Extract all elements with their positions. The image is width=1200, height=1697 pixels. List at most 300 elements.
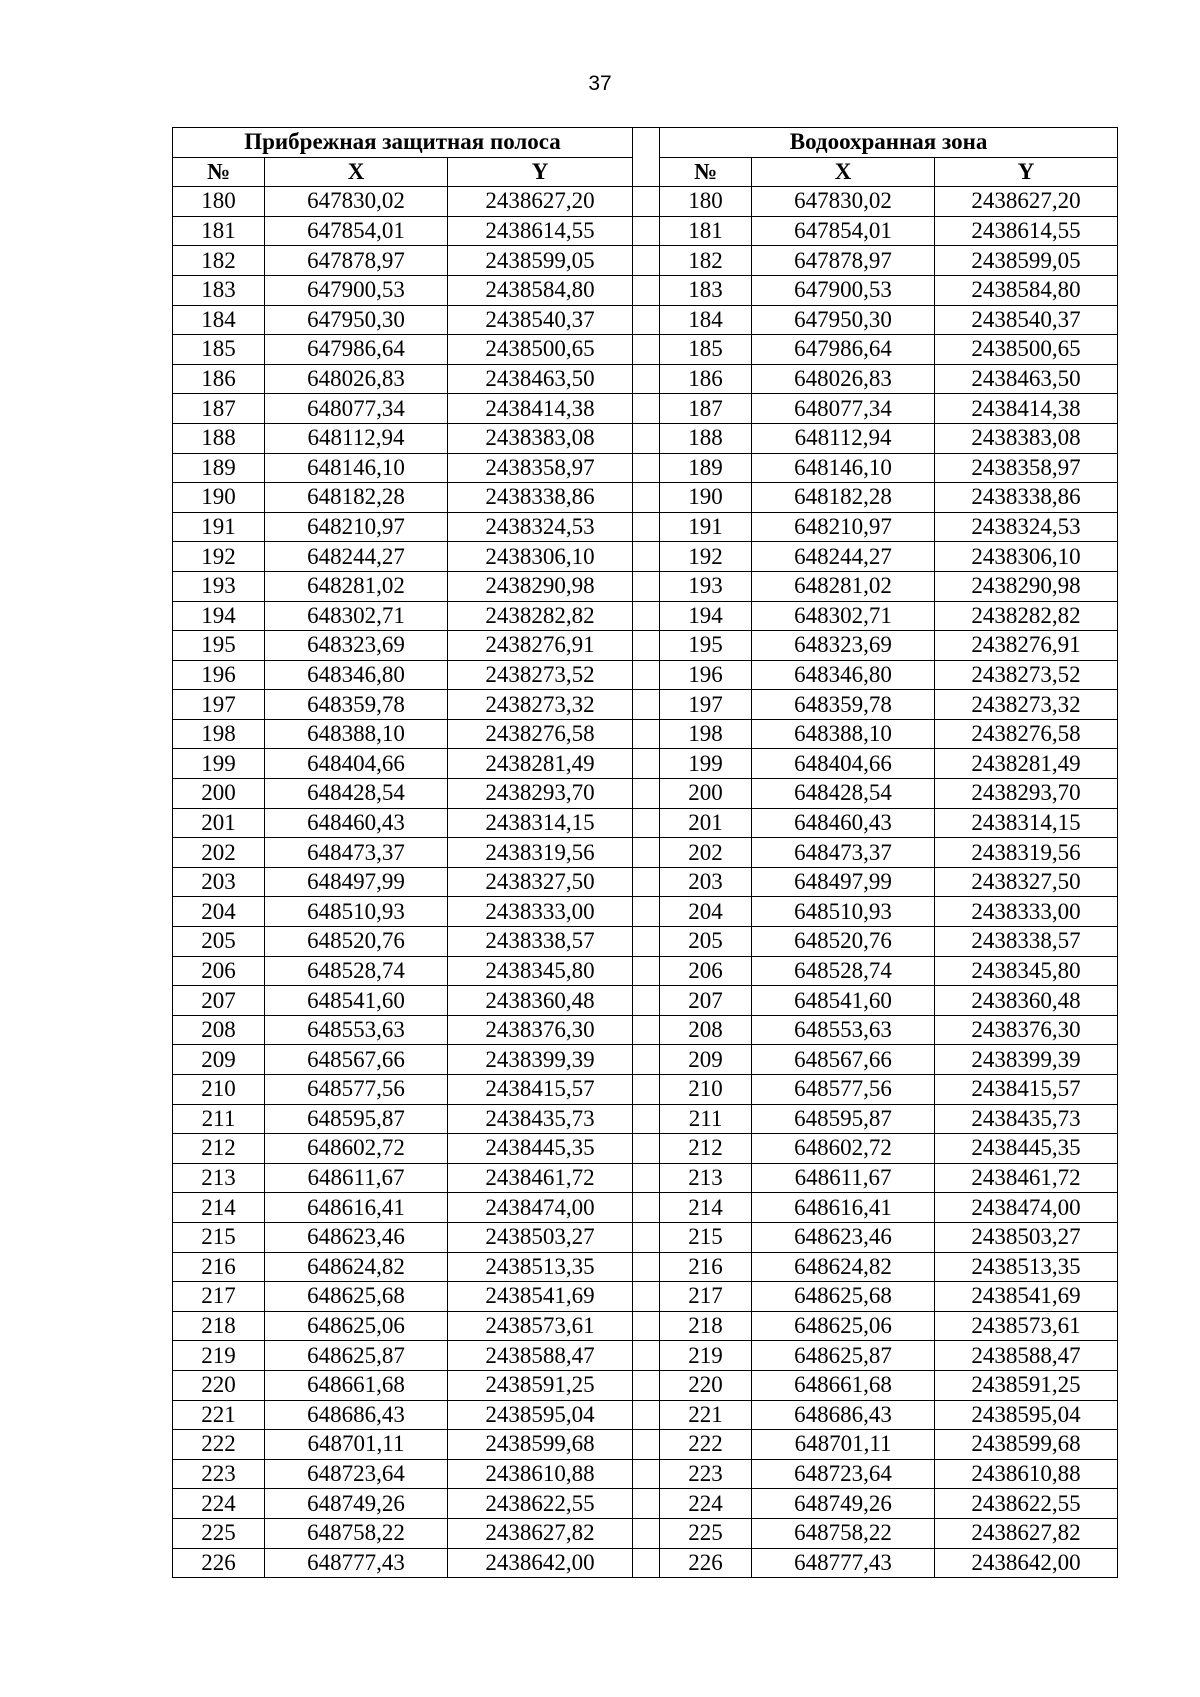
zone-x-cell: 648553,63 [752,1015,935,1045]
zone-y-cell: 2438414,38 [935,394,1118,424]
zone-x-cell: 648281,02 [752,571,935,601]
column-gap-cell [633,749,660,779]
coastal-number-cell: 223 [173,1459,265,1489]
zone-number-cell: 181 [660,216,752,246]
coastal-number-cell: 185 [173,335,265,365]
column-gap-cell [633,394,660,424]
coastal-number-cell: 202 [173,838,265,868]
zone-y-cell: 2438358,97 [935,453,1118,483]
zone-y-cell: 2438435,73 [935,1104,1118,1134]
coastal-y-cell: 2438503,27 [448,1222,633,1252]
zone-number-cell: 189 [660,453,752,483]
zone-x-cell: 648602,72 [752,1134,935,1164]
zone-y-cell: 2438276,91 [935,631,1118,661]
table-row [173,867,1118,897]
coastal-y-cell: 2438435,73 [448,1104,633,1134]
coastal-y-cell: 2438610,88 [448,1459,633,1489]
coastal-x-cell: 648026,83 [265,364,448,394]
coastal-x-cell: 648595,87 [265,1104,448,1134]
zone-number-cell: 225 [660,1518,752,1548]
zone-y-cell: 2438573,61 [935,1311,1118,1341]
table-row [173,986,1118,1016]
zone-x-cell: 647900,53 [752,275,935,305]
coastal-y-cell: 2438282,82 [448,601,633,631]
zone-x-cell: 648701,11 [752,1430,935,1460]
zone-number-cell: 203 [660,867,752,897]
column-gap-cell [633,1518,660,1548]
zone-y-cell: 2438463,50 [935,364,1118,394]
column-gap-cell [633,1045,660,1075]
table-row [173,719,1118,749]
coastal-number-cell: 209 [173,1045,265,1075]
coastal-y-cell: 2438474,00 [448,1193,633,1223]
zone-y-cell: 2438376,30 [935,1015,1118,1045]
zone-y-cell: 2438338,57 [935,927,1118,957]
table-row [173,631,1118,661]
table-row [173,216,1118,246]
table-row [173,1370,1118,1400]
coastal-x-cell: 648359,78 [265,690,448,720]
zone-y-cell: 2438500,65 [935,335,1118,365]
coastal-y-cell: 2438599,68 [448,1430,633,1460]
coastal-x-cell: 648577,56 [265,1075,448,1105]
zone-x-cell: 648723,64 [752,1459,935,1489]
coastal-y-cell: 2438314,15 [448,808,633,838]
coastal-x-cell: 647830,02 [265,187,448,217]
zone-y-cell: 2438599,05 [935,246,1118,276]
table-row [173,512,1118,542]
table-row [173,690,1118,720]
coastal-x-cell: 648323,69 [265,631,448,661]
coastal-x-cell: 648625,87 [265,1341,448,1371]
column-gap-cell [633,1430,660,1460]
zone-number-cell: 223 [660,1459,752,1489]
zone-x-cell: 648758,22 [752,1518,935,1548]
coastal-y-cell: 2438306,10 [448,542,633,572]
column-gap-cell [633,867,660,897]
right-col-x: X [752,157,935,187]
zone-x-cell: 648567,66 [752,1045,935,1075]
zone-number-cell: 212 [660,1134,752,1164]
zone-number-cell: 185 [660,335,752,365]
table-row [173,956,1118,986]
zone-x-cell: 648182,28 [752,483,935,513]
column-gap-cell [633,1222,660,1252]
column-gap-cell [633,1134,660,1164]
zone-y-cell: 2438327,50 [935,867,1118,897]
coastal-y-cell: 2438399,39 [448,1045,633,1075]
coastal-number-cell: 197 [173,690,265,720]
coastal-y-cell: 2438383,08 [448,423,633,453]
column-gap-cell [633,927,660,957]
zone-y-cell: 2438333,00 [935,897,1118,927]
column-gap-cell [633,1015,660,1045]
zone-y-cell: 2438273,52 [935,660,1118,690]
coastal-y-cell: 2438599,05 [448,246,633,276]
zone-x-cell: 648388,10 [752,719,935,749]
zone-y-cell: 2438415,57 [935,1075,1118,1105]
column-gap-cell [633,1252,660,1282]
zone-x-cell: 648510,93 [752,897,935,927]
table-row [173,571,1118,601]
coastal-y-cell: 2438276,58 [448,719,633,749]
column-gap-cell [633,512,660,542]
coastal-number-cell: 193 [173,571,265,601]
coastal-y-cell: 2438591,25 [448,1370,633,1400]
zone-number-cell: 219 [660,1341,752,1371]
table-row [173,187,1118,217]
coastal-y-cell: 2438324,53 [448,512,633,542]
zone-number-cell: 216 [660,1252,752,1282]
coastal-y-cell: 2438614,55 [448,216,633,246]
zone-x-cell: 648359,78 [752,690,935,720]
coastal-x-cell: 648553,63 [265,1015,448,1045]
coastal-y-cell: 2438360,48 [448,986,633,1016]
zone-y-cell: 2438591,25 [935,1370,1118,1400]
coastal-y-cell: 2438273,32 [448,690,633,720]
zone-y-cell: 2438595,04 [935,1400,1118,1430]
zone-y-cell: 2438627,20 [935,187,1118,217]
zone-y-cell: 2438584,80 [935,275,1118,305]
zone-x-cell: 647950,30 [752,305,935,335]
zone-x-cell: 648541,60 [752,986,935,1016]
zone-y-cell: 2438588,47 [935,1341,1118,1371]
zone-number-cell: 194 [660,601,752,631]
zone-y-cell: 2438281,49 [935,749,1118,779]
table-row [173,423,1118,453]
zone-x-cell: 648616,41 [752,1193,935,1223]
zone-y-cell: 2438445,35 [935,1134,1118,1164]
zone-number-cell: 208 [660,1015,752,1045]
zone-y-cell: 2438306,10 [935,542,1118,572]
table-row [173,335,1118,365]
table-row [173,1134,1118,1164]
coastal-x-cell: 648541,60 [265,986,448,1016]
coastal-x-cell: 648473,37 [265,838,448,868]
table-row [173,1015,1118,1045]
table-row [173,838,1118,868]
zone-number-cell: 193 [660,571,752,601]
coastal-number-cell: 224 [173,1489,265,1519]
coastal-y-cell: 2438513,35 [448,1252,633,1282]
column-gap-cell [633,483,660,513]
zone-x-cell: 648460,43 [752,808,935,838]
coastal-y-cell: 2438281,49 [448,749,633,779]
table-row [173,275,1118,305]
coastal-y-cell: 2438345,80 [448,956,633,986]
zone-y-cell: 2438513,35 [935,1252,1118,1282]
coastal-number-cell: 189 [173,453,265,483]
coastal-number-cell: 215 [173,1222,265,1252]
coastal-y-cell: 2438414,38 [448,394,633,424]
coastal-number-cell: 214 [173,1193,265,1223]
column-gap-cell [633,897,660,927]
coastal-number-cell: 225 [173,1518,265,1548]
coastal-x-cell: 648624,82 [265,1252,448,1282]
coastal-x-cell: 648182,28 [265,483,448,513]
table-row [173,1518,1118,1548]
zone-number-cell: 207 [660,986,752,1016]
zone-number-cell: 226 [660,1548,752,1578]
left-col-number: № [173,157,265,187]
column-gap-cell [633,1341,660,1371]
zone-x-cell: 648473,37 [752,838,935,868]
zone-number-cell: 222 [660,1430,752,1460]
table-row [173,364,1118,394]
coastal-number-cell: 199 [173,749,265,779]
coastal-number-cell: 190 [173,483,265,513]
coastal-number-cell: 181 [173,216,265,246]
column-gap-cell [633,305,660,335]
coastal-number-cell: 205 [173,927,265,957]
column-gap-cell [633,986,660,1016]
zone-y-cell: 2438599,68 [935,1430,1118,1460]
coastal-number-cell: 220 [173,1370,265,1400]
zone-number-cell: 195 [660,631,752,661]
coastal-x-cell: 648723,64 [265,1459,448,1489]
zone-number-cell: 213 [660,1163,752,1193]
column-gap-cell [633,246,660,276]
zone-number-cell: 192 [660,542,752,572]
table-row [173,305,1118,335]
zone-y-cell: 2438293,70 [935,779,1118,809]
coastal-number-cell: 207 [173,986,265,1016]
table-body [173,187,1118,1578]
coastal-x-cell: 647854,01 [265,216,448,246]
table-row [173,927,1118,957]
coastal-number-cell: 216 [173,1252,265,1282]
zone-number-cell: 197 [660,690,752,720]
coastal-x-cell: 647986,64 [265,335,448,365]
coastal-y-cell: 2438588,47 [448,1341,633,1371]
zone-x-cell: 648302,71 [752,601,935,631]
coastal-number-cell: 187 [173,394,265,424]
zone-y-cell: 2438383,08 [935,423,1118,453]
column-gap-cell [633,1548,660,1578]
zone-number-cell: 186 [660,364,752,394]
coastal-x-cell: 648661,68 [265,1370,448,1400]
coastal-x-cell: 648281,02 [265,571,448,601]
zone-x-cell: 647986,64 [752,335,935,365]
coastal-y-cell: 2438627,20 [448,187,633,217]
coastal-number-cell: 219 [173,1341,265,1371]
zone-y-cell: 2438399,39 [935,1045,1118,1075]
coastal-y-cell: 2438622,55 [448,1489,633,1519]
zone-y-cell: 2438503,27 [935,1222,1118,1252]
table-row [173,749,1118,779]
column-gap-cell [633,631,660,661]
column-gap-cell [633,838,660,868]
table-row [173,1341,1118,1371]
coastal-x-cell: 648077,34 [265,394,448,424]
zone-number-cell: 215 [660,1222,752,1252]
column-gap-cell [633,779,660,809]
column-gap-cell [633,1400,660,1430]
coastal-x-cell: 648146,10 [265,453,448,483]
column-gap-cell [633,187,660,217]
zone-number-cell: 200 [660,779,752,809]
zone-x-cell: 648661,68 [752,1370,935,1400]
zone-number-cell: 182 [660,246,752,276]
table-row [173,1075,1118,1105]
coastal-y-cell: 2438540,37 [448,305,633,335]
coastal-y-cell: 2438627,82 [448,1518,633,1548]
coastal-x-cell: 648244,27 [265,542,448,572]
column-gap-cell [633,601,660,631]
coastal-y-cell: 2438541,69 [448,1282,633,1312]
coastal-x-cell: 648497,99 [265,867,448,897]
zone-x-cell: 648577,56 [752,1075,935,1105]
coastal-y-cell: 2438358,97 [448,453,633,483]
table-row [173,1548,1118,1578]
coastal-x-cell: 648346,80 [265,660,448,690]
zone-number-cell: 224 [660,1489,752,1519]
table-row [173,542,1118,572]
zone-number-cell: 205 [660,927,752,957]
coastal-x-cell: 648404,66 [265,749,448,779]
zone-x-cell: 647878,97 [752,246,935,276]
zone-x-cell: 648528,74 [752,956,935,986]
zone-x-cell: 648323,69 [752,631,935,661]
coastal-y-cell: 2438338,86 [448,483,633,513]
zone-number-cell: 204 [660,897,752,927]
zone-x-cell: 648777,43 [752,1548,935,1578]
zone-x-cell: 648026,83 [752,364,935,394]
coastal-x-cell: 648623,46 [265,1222,448,1252]
zone-number-cell: 180 [660,187,752,217]
table-row [173,1193,1118,1223]
coastal-number-cell: 184 [173,305,265,335]
coastal-x-cell: 648112,94 [265,423,448,453]
zone-x-cell: 648623,46 [752,1222,935,1252]
coastal-x-cell: 648520,76 [265,927,448,957]
zone-y-cell: 2438622,55 [935,1489,1118,1519]
column-gap-cell [633,1311,660,1341]
table-row [173,897,1118,927]
column-gap-cell [633,542,660,572]
coastal-number-cell: 195 [173,631,265,661]
coastal-x-cell: 648625,68 [265,1282,448,1312]
zone-number-cell: 218 [660,1311,752,1341]
coastal-x-cell: 648611,67 [265,1163,448,1193]
coastal-y-cell: 2438376,30 [448,1015,633,1045]
coastal-y-cell: 2438333,00 [448,897,633,927]
zone-y-cell: 2438282,82 [935,601,1118,631]
coastal-y-cell: 2438595,04 [448,1400,633,1430]
coastal-number-cell: 200 [173,779,265,809]
column-gap-cell [633,1370,660,1400]
zone-y-cell: 2438360,48 [935,986,1118,1016]
zone-number-cell: 198 [660,719,752,749]
zone-x-cell: 648625,68 [752,1282,935,1312]
zone-number-cell: 199 [660,749,752,779]
column-gap-cell [633,690,660,720]
coastal-x-cell: 648701,11 [265,1430,448,1460]
coastal-number-cell: 182 [173,246,265,276]
column-gap-cell [633,335,660,365]
zone-number-cell: 191 [660,512,752,542]
column-gap-cell [633,1104,660,1134]
table-row [173,1252,1118,1282]
table-row [173,1489,1118,1519]
zone-x-cell: 648749,26 [752,1489,935,1519]
zone-y-cell: 2438461,72 [935,1163,1118,1193]
coastal-x-cell: 648686,43 [265,1400,448,1430]
coastal-number-cell: 198 [173,719,265,749]
right-col-y: Y [935,157,1118,187]
coastal-number-cell: 192 [173,542,265,572]
coastal-x-cell: 648749,26 [265,1489,448,1519]
column-gap-cell [633,719,660,749]
coastal-number-cell: 211 [173,1104,265,1134]
zone-y-cell: 2438290,98 [935,571,1118,601]
table-row [173,1163,1118,1193]
coastal-x-cell: 648428,54 [265,779,448,809]
zone-y-cell: 2438324,53 [935,512,1118,542]
zone-x-cell: 648625,87 [752,1341,935,1371]
coastal-x-cell: 647900,53 [265,275,448,305]
right-col-number: № [660,157,752,187]
coastal-number-cell: 203 [173,867,265,897]
zone-x-cell: 648625,06 [752,1311,935,1341]
coastal-x-cell: 647950,30 [265,305,448,335]
coastal-strip-title: Прибрежная защитная полоса [173,128,633,158]
zone-number-cell: 214 [660,1193,752,1223]
zone-y-cell: 2438338,86 [935,483,1118,513]
coastal-number-cell: 217 [173,1282,265,1312]
coastal-x-cell: 648567,66 [265,1045,448,1075]
column-gap [633,128,660,187]
table-row [173,779,1118,809]
coastal-x-cell: 648460,43 [265,808,448,838]
coastal-y-cell: 2438500,65 [448,335,633,365]
zone-number-cell: 220 [660,1370,752,1400]
zone-number-cell: 221 [660,1400,752,1430]
table-row [173,1311,1118,1341]
coastal-number-cell: 206 [173,956,265,986]
table-row [173,808,1118,838]
zone-number-cell: 184 [660,305,752,335]
zone-y-cell: 2438474,00 [935,1193,1118,1223]
zone-y-cell: 2438614,55 [935,216,1118,246]
zone-x-cell: 648624,82 [752,1252,935,1282]
column-gap-cell [633,1193,660,1223]
zone-x-cell: 648077,34 [752,394,935,424]
zone-x-cell: 648497,99 [752,867,935,897]
coastal-number-cell: 210 [173,1075,265,1105]
column-gap-cell [633,1075,660,1105]
zone-y-cell: 2438345,80 [935,956,1118,986]
table-row [173,1104,1118,1134]
coastal-number-cell: 186 [173,364,265,394]
left-col-y: Y [448,157,633,187]
zone-number-cell: 183 [660,275,752,305]
zone-number-cell: 206 [660,956,752,986]
coastal-x-cell: 648302,71 [265,601,448,631]
coastal-y-cell: 2438445,35 [448,1134,633,1164]
coastal-y-cell: 2438327,50 [448,867,633,897]
zone-x-cell: 647854,01 [752,216,935,246]
table-row [173,394,1118,424]
table-row [173,1400,1118,1430]
water-protection-zone-title: Водоохранная зона [660,128,1118,158]
table-row [173,660,1118,690]
column-gap-cell [633,660,660,690]
zone-y-cell: 2438610,88 [935,1459,1118,1489]
coastal-y-cell: 2438276,91 [448,631,633,661]
coastal-y-cell: 2438293,70 [448,779,633,809]
coastal-y-cell: 2438415,57 [448,1075,633,1105]
